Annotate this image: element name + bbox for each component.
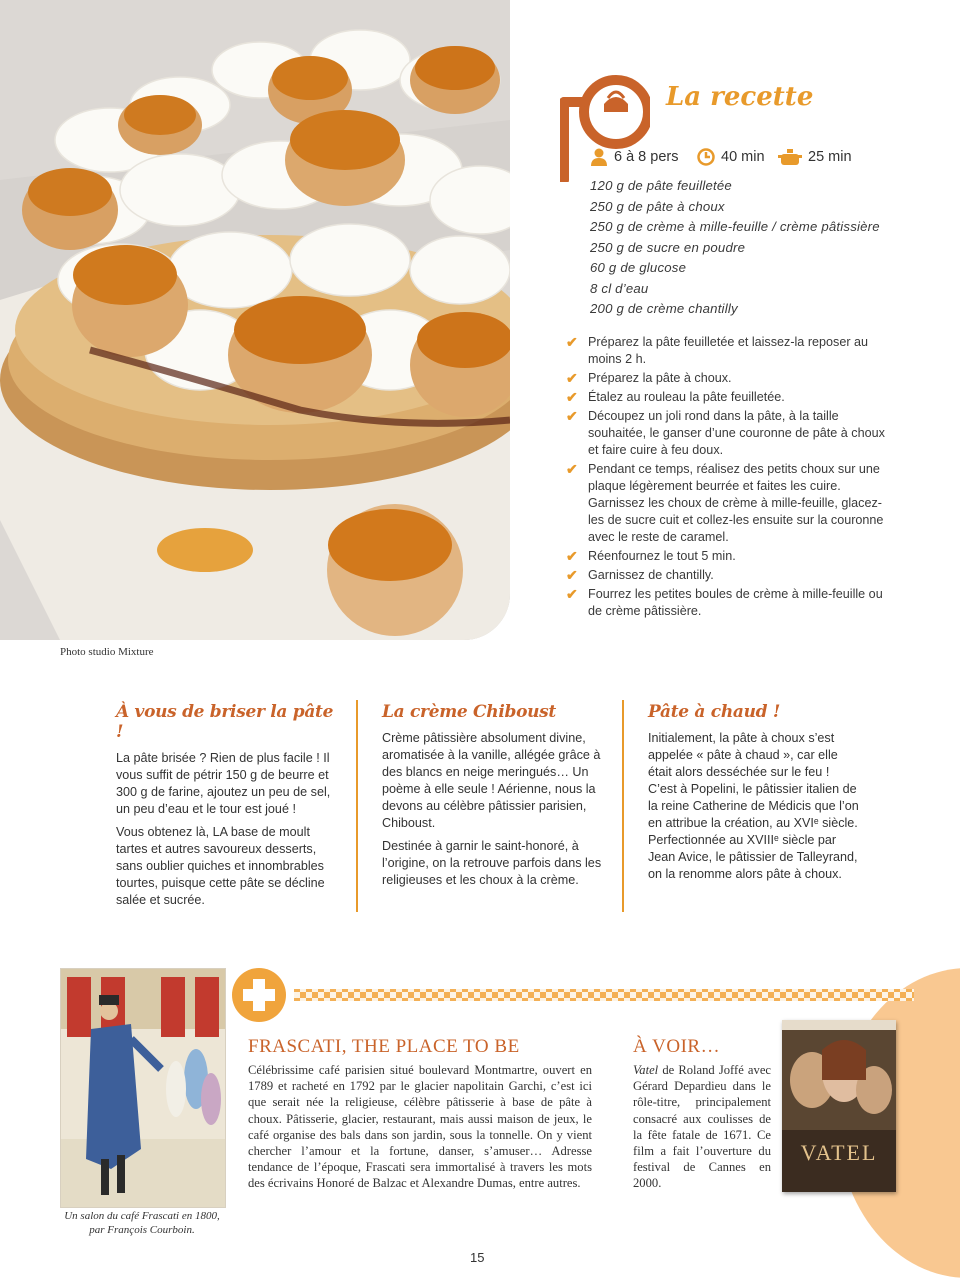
vatel-dvd-cover bbox=[782, 1020, 896, 1192]
a-voir-title: À VOIR… bbox=[633, 1036, 721, 1057]
step-item: ✔ Préparez la pâte à choux. bbox=[566, 370, 732, 386]
checkmark-icon: ✔ bbox=[566, 389, 578, 405]
checkmark-icon: ✔ bbox=[566, 567, 578, 583]
step-list bbox=[566, 334, 896, 622]
saint-honore-photo bbox=[0, 0, 510, 640]
tip-creme-chiboust bbox=[382, 702, 602, 895]
step-item: ✔ Étalez au rouleau la pâte feuilletée. bbox=[566, 389, 785, 405]
ingredient-item: 250 g de sucre en poudre bbox=[590, 239, 746, 255]
checkmark-icon: ✔ bbox=[566, 334, 578, 350]
tip-paragraph: Vous obtenez là, LA base de moult tartes et autres savoureux desserts, sans oublier quiches et innombrables tourtes, puisque cette pâte se décline salée et sucrée. bbox=[116, 825, 325, 907]
illustration-caption: Un salon du café Frascati en 1800, par François Courboin. bbox=[64, 1210, 220, 1236]
step-item: ✔ Préparez la pâte feuilletée et laissez-la reposer au moins 2 h. bbox=[566, 334, 869, 366]
prep-time-text: 40 min bbox=[721, 149, 765, 165]
tip-title: La crème Chiboust bbox=[382, 702, 556, 722]
cover-title: VATEL bbox=[800, 1140, 878, 1165]
checkmark-icon: ✔ bbox=[566, 461, 578, 477]
column-divider bbox=[622, 700, 624, 912]
ingredient-item: 120 g de pâte feuilletée bbox=[590, 178, 732, 193]
ingredient-item: 250 g de crème à mille-feuille / crème pâtissière bbox=[590, 219, 880, 234]
tip-pate-brisee bbox=[116, 702, 344, 915]
frascati-title: FRASCATI, THE PLACE TO BE bbox=[248, 1036, 520, 1057]
tip-paragraph: Destinée à garnir le saint-honoré, à l’origine, on la retrouve parfois dans les religieuses et les choux à la crème. bbox=[382, 839, 602, 887]
a-voir-text: Vatel de Roland Joffé avec Gérard Depardieu dans le rôle-titre, principalement consacré aux coulisses de la fête fatale de 1671. Ce film a fait l’ouverture du festival de Cannes en 2000. bbox=[633, 1063, 771, 1191]
frascati-text: Célébrissime café parisien situé boulevard Montmartre, ouvert en 1789 et racheté en 1792 par le glacier napolitain Garchi, c’est ici que serait née la religieuse, célèbre pâtisserie à base de pâte à choux. Pâtisserie, glacier, restaurant, mais aussi maison de jeux, le café organise des bals dans son jardin, sous la tonnelle. On y vient chercher l’amour et la fortune, danser, s’amuser… Adresse tendance de l’époque, Frascati sera immortalisé à travers les mots des écrivains Honoré de Balzac et Alexandre Dumas, entre autres. bbox=[248, 1063, 592, 1191]
cook-time bbox=[778, 148, 852, 166]
checkmark-icon: ✔ bbox=[566, 586, 578, 602]
step-item: ✔ Fourrez les petites boules de crème à mille-feuille ou de crème pâtissière. bbox=[566, 586, 883, 618]
step-item: ✔ Pendant ce temps, réalisez des petits choux sur une plaque légèrement beurrée et faites les cuire. Garnissez les choux de crème à mille-feuille, glacez-les de sucre cuit et collez-les ensuite sur la couronne avec le reste de caramel. bbox=[566, 461, 884, 544]
servings-text: 6 à 8 pers bbox=[614, 149, 679, 165]
person-icon bbox=[590, 148, 608, 166]
photo-credit: Photo studio Mixture bbox=[60, 646, 154, 658]
step-item: ✔ Garnissez de chantilly. bbox=[566, 567, 714, 583]
column-divider bbox=[356, 700, 358, 912]
tip-pate-a-chaud bbox=[648, 702, 860, 889]
tip-title: À vous de briser la pâte ! bbox=[116, 702, 334, 742]
checkmark-icon: ✔ bbox=[566, 548, 578, 564]
cooking-pot-icon bbox=[778, 148, 802, 166]
checker-border bbox=[294, 986, 914, 1004]
ingredient-item: 200 g de crème chantilly bbox=[590, 301, 738, 316]
tip-paragraph: Initialement, la pâte à choux s’est appelée « pâte à chaud », car elle était alors desséchée sur le feu ! C’est à Popelini, le pâtissier italien de la reine Catherine de Médicis que l’on en attribue la création, au XVIᵉ siècle. Perfectionnée au XVIIIᵉ siècle par Jean Avice, le pâtissier de Talleyrand, on la renomme alors pâte à choux. bbox=[648, 731, 859, 881]
tip-paragraph: Crème pâtissière absolument divine, aromatisée à la vanille, allégée grâce à des blancs en neige meringués… Un poème à elle seule ! Aérienne, nous la devons au célèbre pâtissier parisien, Chiboust. bbox=[382, 731, 601, 830]
recipe-title: La recette bbox=[666, 82, 814, 112]
checkmark-icon: ✔ bbox=[566, 370, 578, 386]
checkmark-icon: ✔ bbox=[566, 408, 578, 424]
step-item: ✔ Découpez un joli rond dans la pâte, à la taille souhaitée, le ganser d’une couronne de pâte à choux et faire cuire à feu doux. bbox=[566, 408, 885, 457]
servings bbox=[590, 148, 679, 166]
film-title: Vatel bbox=[633, 1063, 659, 1077]
tip-paragraph: La pâte brisée ? Rien de plus facile ! Il vous suffit de pétrir 150 g de beurre et 300 g de farine, ajoutez un peu de sel, un peu d’eau et le tour est joué ! bbox=[116, 751, 331, 816]
clock-icon bbox=[697, 148, 715, 166]
step-item: ✔ Réenfournez le tout 5 min. bbox=[566, 548, 736, 564]
ingredient-item: 250 g de pâte à choux bbox=[590, 198, 725, 214]
frascati-illustration bbox=[60, 968, 226, 1208]
prep-time bbox=[697, 148, 765, 166]
page-number: 15 bbox=[470, 1250, 485, 1265]
ingredient-item: 60 g de glucose bbox=[590, 260, 687, 275]
cook-time-text: 25 min bbox=[808, 149, 852, 165]
ingredient-list bbox=[590, 176, 880, 320]
ingredient-item: 8 cl d’eau bbox=[590, 280, 649, 296]
tip-title: Pâte à chaud ! bbox=[648, 702, 781, 722]
plus-icon bbox=[232, 968, 286, 1022]
